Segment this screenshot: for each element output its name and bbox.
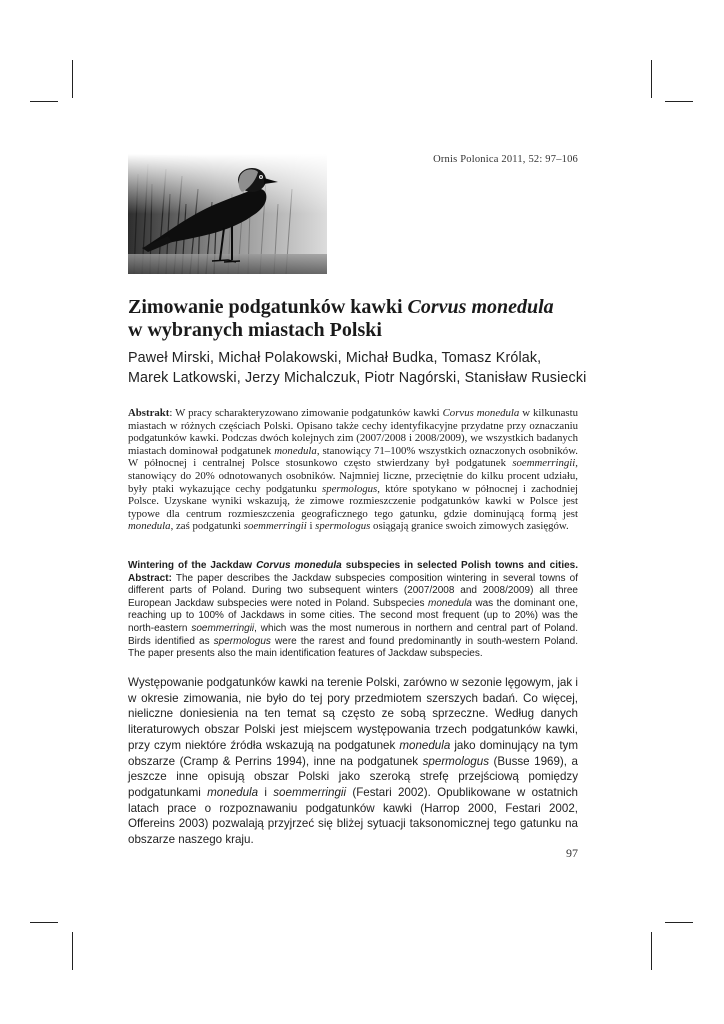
abstract-en-italic: spermologus xyxy=(213,635,271,647)
abstract-en-italic: monedula xyxy=(427,597,472,609)
abstract-pl-label: Abstrakt xyxy=(128,407,170,419)
crop-mark-bottom-right-h xyxy=(665,922,693,923)
abstract-en-title-a: Wintering of the Jackdaw xyxy=(128,560,257,571)
body-text: jako dominujący na tym obszarze (Cramp & Perrins 1994), inne na podgatunek xyxy=(128,738,578,768)
authors xyxy=(128,348,588,388)
body-italic: monedula xyxy=(207,785,259,799)
crop-mark-top-left-h xyxy=(30,101,58,102)
abstract-pl-text: w kilkunastu miastach w różnych częściach Polski. Opisano także cechy identyfikacyjne przydatne przy oznaczaniu podgatunków kawki. Podczas dwóch kolejnych zim (2007/2008 i 2008/2009), we wszystkich badanych miastach dominował podgatunek xyxy=(128,407,578,457)
body-paragraph xyxy=(128,675,578,848)
title-species: Corvus monedula xyxy=(407,296,554,318)
crop-mark-bottom-left-v xyxy=(72,932,73,970)
crop-mark-bottom-right-v xyxy=(651,932,652,970)
abstract-english xyxy=(128,560,578,661)
abstract-pl-text: osiągają granice swoich zimowych zasięgów. xyxy=(370,520,569,533)
crop-mark-top-right-v xyxy=(651,60,652,98)
abstract-pl-italic: spermologus xyxy=(322,482,378,495)
abstract-pl-text: , które spotykano w północnej i zachodniej Polsce. Uzyskane wyniki wskazują, że zimowe rozmieszczenie podgatunków kawki w Polsce jest typowe dla centrum rozmieszczenia geograficznego tego gatunku, gdzie dominującą formą jest xyxy=(128,482,578,520)
abstract-pl-italic: soemmerringii xyxy=(512,457,576,470)
abstract-en-text: , which was the most numerous in northern and central part of Poland. Birds identified as xyxy=(128,622,578,647)
abstract-en-text: The paper describes the Jackdaw subspecies composition wintering in several towns of different parts of Poland. During two subsequent winters (2007/2008 and 2008/2009) all three European Jackdaw subspecies were noted in Poland. Subspecies xyxy=(128,572,578,609)
body-italic: monedula xyxy=(399,738,451,752)
body-italic: soemmerringii xyxy=(273,785,347,799)
abstract-en-italic: soemmerringii xyxy=(191,622,255,634)
body-italic: spermologus xyxy=(422,754,490,768)
body-text: i xyxy=(258,785,274,799)
body-text: (Busse 1969), a jeszcze inne opisują obszar Polski jako szeroką strefę przejściową pomiędzy podgatunkami xyxy=(128,754,578,799)
abstract-pl-italic: monedula xyxy=(274,444,317,457)
abstract-pl-italic: Corvus monedula xyxy=(442,407,520,419)
article-title xyxy=(128,296,588,342)
crop-mark-bottom-left-h xyxy=(30,922,58,923)
title-part2: w wybranych miastach Polski xyxy=(128,319,382,341)
abstract-pl-italic: monedula xyxy=(128,520,171,533)
abstract-pl-text: , stanowiący 71–100% wszystkich oznaczonych osobników. W północnej i centralnej Polsce stosunkowo często stwierdzany był podgatunek xyxy=(128,444,578,470)
abstract-pl-italic: spermologus xyxy=(315,520,371,533)
abstract-pl-text: , stanowiący do 20% odnotowanych osobników. Najmniej liczne, przeciętnie do kilku procent udziału, były ptaki wykazujące cechy podgatunku xyxy=(128,457,578,495)
jackdaw-illustration-icon xyxy=(128,154,327,274)
abstract-pl-text: : W pracy scharakteryzowano zimowanie podgatunków kawki xyxy=(169,407,443,419)
abstract-en-title-b: subspecies in selected Polish towns and cities. Abstract: xyxy=(128,560,579,584)
crop-mark-top-left-v xyxy=(72,60,73,98)
abstract-pl-italic: soemmerringii xyxy=(243,520,307,533)
page-number: 97 xyxy=(566,846,578,860)
authors-line2: Marek Latkowski, Jerzy Michalczuk, Piotr Nagórski, Stanisław Rusiecki xyxy=(128,370,587,386)
authors-line1: Paweł Mirski, Michał Polakowski, Michał Budka, Tomasz Królak, xyxy=(128,350,542,366)
body-text: Występowanie podgatunków kawki na terenie Polski, zarówno w sezonie lęgowym, jak i w okresie zimowania, nie było do tej pory przedmiotem szerszych badań. Co więcej, nieliczne doniesienia na ten temat są często ze sobą sprzeczne. Według danych literaturowych obszar Polski jest miejscem występowania trzech podgatunków kawki, przy czym niektóre źródła wskazują na podgatunek xyxy=(128,676,578,752)
abstract-pl-text: i xyxy=(306,520,316,533)
title-part1: Zimowanie podgatunków kawki xyxy=(128,296,408,318)
crop-mark-top-right-h xyxy=(665,101,693,102)
journal-reference: Ornis Polonica 2011, 52: 97–106 xyxy=(433,154,578,165)
abstract-en-title-species: Corvus monedula xyxy=(256,560,342,571)
abstract-en-text: was the dominant one, reaching up to 100% of Jackdaws in some cities. The second most frequent (up to 20%) was the north-eastern xyxy=(128,597,578,634)
body-text: (Festari 2002). Opublikowane w ostatnich latach prace o rozpoznawaniu podgatunków kawki (Harrop 2000, Festari 2002, Offereins 2003) pozwalają przyjrzeć się bliżej sytuacji taksonomicznej tego gatunku na obszarze naszego kraju. xyxy=(128,785,578,847)
abstract-en-text: were the rarest and found predominantly in south-western Poland. The paper presents also the main identification features of Jackdaw subspecies. xyxy=(128,635,578,660)
abstract-pl-text: , zaś podgatunki xyxy=(170,520,244,533)
abstract-polish xyxy=(128,407,578,533)
